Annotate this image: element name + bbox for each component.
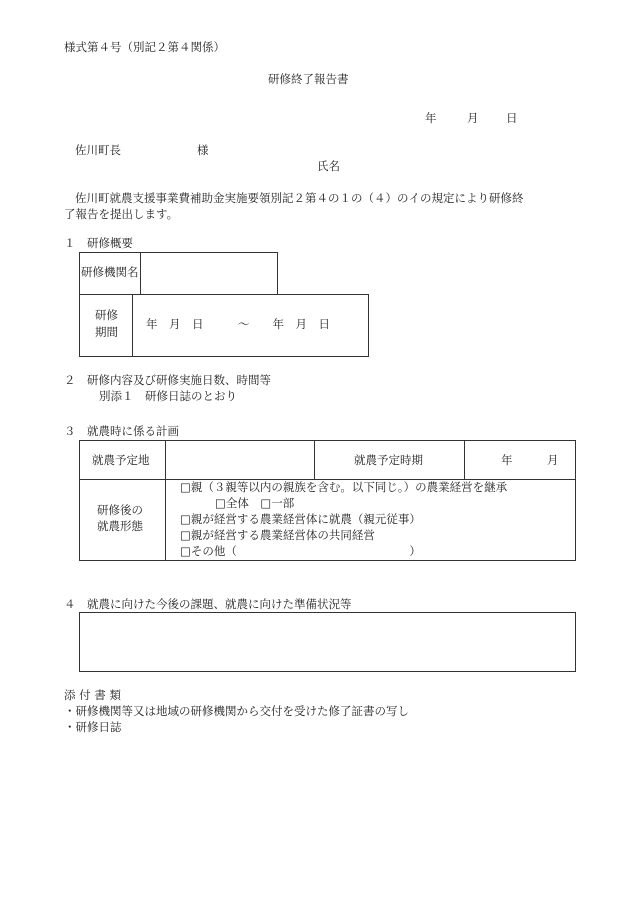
document-title: 研修終了報告書 [268,72,349,86]
option-join-parent-farm[interactable]: □親が経営する農業経営体に就農（親元従事） [180,512,421,526]
intro-text-line-2: 了報告を提出します。 [64,207,179,221]
option-joint-management[interactable]: □親が経営する農業経営体の共同経営 [180,528,375,542]
farming-form-label-line-1: 研修後の [97,503,143,517]
addressee-honorific: 様 [197,143,209,157]
farming-form-label-line-2: 就農形態 [97,519,143,533]
planned-place-label: 就農予定地 [92,453,150,467]
applicant-name-label: 氏名 [317,159,340,173]
attachment-item-diary: ・研修日誌 [64,720,122,734]
attachment-item-certificate: ・研修機関等又は地域の研修機関から交付を受けた修了証書の写し [64,704,409,718]
section-3-heading: ３ 就農時に係る計画 [64,424,179,438]
planned-place-field[interactable] [166,441,313,479]
addressee-name: 佐川町長 [75,143,121,157]
date-month-label: 月 [467,111,479,125]
date-day-label: 日 [506,111,518,125]
section-1-heading: １ 研修概要 [64,236,133,250]
issues-textarea[interactable] [79,612,576,672]
option-inherit-parent-farm[interactable]: □親（３親等以内の親族を含む。以下同じ。）の農業経営を継承 [180,480,508,494]
period-value[interactable]: 年 月 日 〜 年 月 日 [146,317,330,331]
section-2-heading: ２ 研修内容及び研修実施日数、時間等 [64,373,271,387]
planned-time-value[interactable]: 年 月 [501,453,559,467]
institution-name-field[interactable] [141,253,277,294]
period-label-line-2: 期間 [95,325,118,339]
planned-time-label: 就農予定時期 [354,453,423,467]
period-label-line-1: 研修 [95,308,118,322]
section-2-note: 別添１ 研修日誌のとおり [99,389,237,403]
form-number-label: 様式第４号（別記２第４関係） [64,40,225,54]
institution-name-label: 研修機関名 [81,265,139,279]
option-other[interactable]: □その他（ ） [180,544,421,558]
date-year-label: 年 [425,111,437,125]
attachments-heading: 添 付 書 類 [64,688,121,702]
option-whole-or-partial[interactable]: □全体 □一部 [215,496,295,510]
section-4-heading: ４ 就農に向けた今後の課題、就農に向けた準備状況等 [64,597,352,611]
intro-text-line-1: 佐川町就農支援事業費補助金実施要領別記２第４の１の（４）のイの規定により研修終 [75,191,524,205]
